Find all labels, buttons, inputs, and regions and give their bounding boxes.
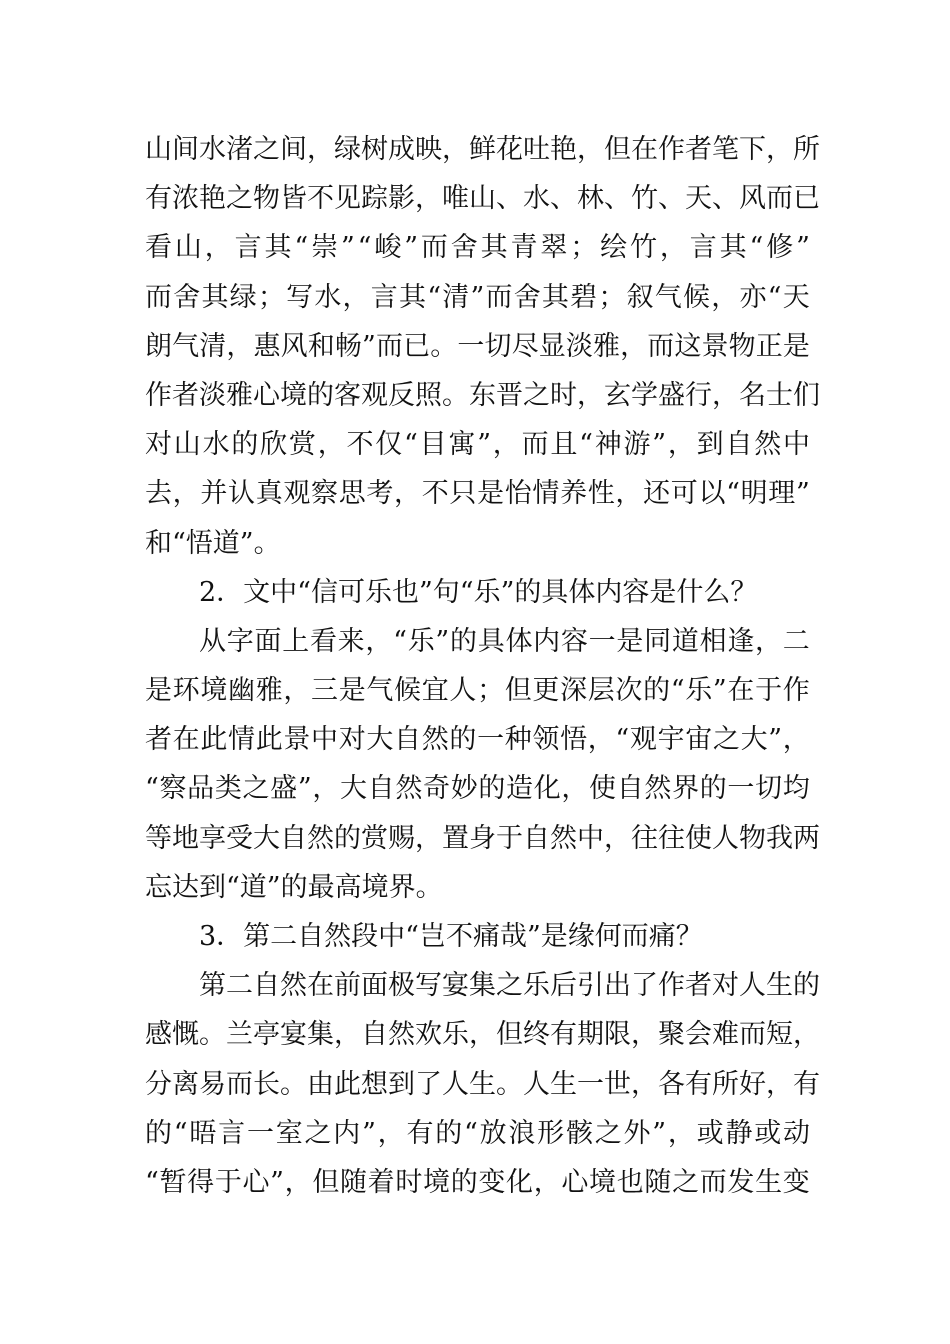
- text-line: 从 字 面 上 看 来 ， “ 乐 ” 的 具 体 内 容 一 是 同 道 相 逢 ， 二: [199, 625, 810, 657]
- text-line: 者 在 此 情 此 景 中 对 大 自 然 的 一 种 领 悟 ， “ 观 宇 宙 之 大 ” ，: [145, 724, 810, 756]
- document-body: [145, 125, 820, 1207]
- text-line: 看 山 ， 言 其 “ 崇 ” “ 峻 ” 而 舍 其 青 翠 ； 绘 竹 ， 言 其 “ 修 ”: [145, 232, 810, 264]
- text-line: 作 者 淡 雅 心 境 的 客 观 反 照 。 东 晋 之 时 ， 玄 学 盛 行 ， 名 士 们: [145, 379, 820, 411]
- text-line: 忘达到“道”的最高境界。: [145, 871, 443, 903]
- text-line: 山 间 水 渚 之 间 ， 绿 树 成 映 ， 鲜 花 吐 艳 ， 但 在 作 者 笔 下 ， 所: [145, 134, 820, 165]
- text-line: “ 暂 得 于 心 ” ， 但 随 着 时 境 的 变 化 ， 心 境 也 随 之 而 发 生 变: [145, 1166, 810, 1198]
- text-line: 有 浓 艳 之 物 皆 不 见 踪 影 ， 唯 山 、 水 、 林 、 竹 、 天 、 风 而 已: [145, 183, 820, 215]
- text-line: 去 ， 并 认 真 观 察 思 考 ， 不 只 是 怡 情 养 性 ， 还 可 以 “ 明 理 ”: [145, 478, 810, 510]
- text-line: 是 环 境 幽 雅 ， 三 是 气 候 宜 人 ； 但 更 深 层 次 的 “ 乐 ” 在 于 作: [145, 675, 810, 707]
- text-line: 而 舍 其 绿 ； 写 水 ， 言 其 “ 清 ” 而 舍 其 碧 ； 叙 气 候 ， 亦 “ 天: [145, 281, 810, 313]
- text-line: 和“悟道”。: [145, 527, 281, 559]
- text-line: 2．文中“信可乐也”句“乐”的具体内容是什么？: [199, 576, 758, 608]
- text-line: 感 慨 。 兰 亭 宴 集 ， 自 然 欢 乐 ， 但 终 有 期 限 ， 聚 会 难 而 短 ，: [145, 1019, 820, 1051]
- text-line: 的 “ 晤 言 一 室 之 内 ” ， 有 的 “ 放 浪 形 骸 之 外 ” ， 或 静 或 动: [145, 1117, 810, 1149]
- text-line: 对 山 水 的 欣 赏 ， 不 仅 “ 目 寓 ” ， 而 且 “ 神 游 ” ， 到 自 然 中: [145, 429, 810, 461]
- text-line: 朗 气 清 ， 惠 风 和 畅 ” 而 已 。 一 切 尽 显 淡 雅 ， 而 这 景 物 正 是: [145, 330, 810, 362]
- text-line: “ 察 品 类 之 盛 ” ， 大 自 然 奇 妙 的 造 化 ， 使 自 然 界 的 一 切 均: [145, 773, 810, 805]
- text-line: 等 地 享 受 大 自 然 的 赏 赐 ， 置 身 于 自 然 中 ， 往 往 使 人 物 我 两: [145, 822, 820, 854]
- text-line: 第 二 自 然 在 前 面 极 写 宴 集 之 乐 后 引 出 了 作 者 对 人 生 的: [199, 970, 820, 1002]
- text-line: 3．第二自然段中“岂不痛哉”是缘何而痛？: [199, 921, 703, 952]
- text-line: 分 离 易 而 长 。 由 此 想 到 了 人 生 。 人 生 一 世 ， 各 有 所 好 ， 有: [145, 1068, 820, 1100]
